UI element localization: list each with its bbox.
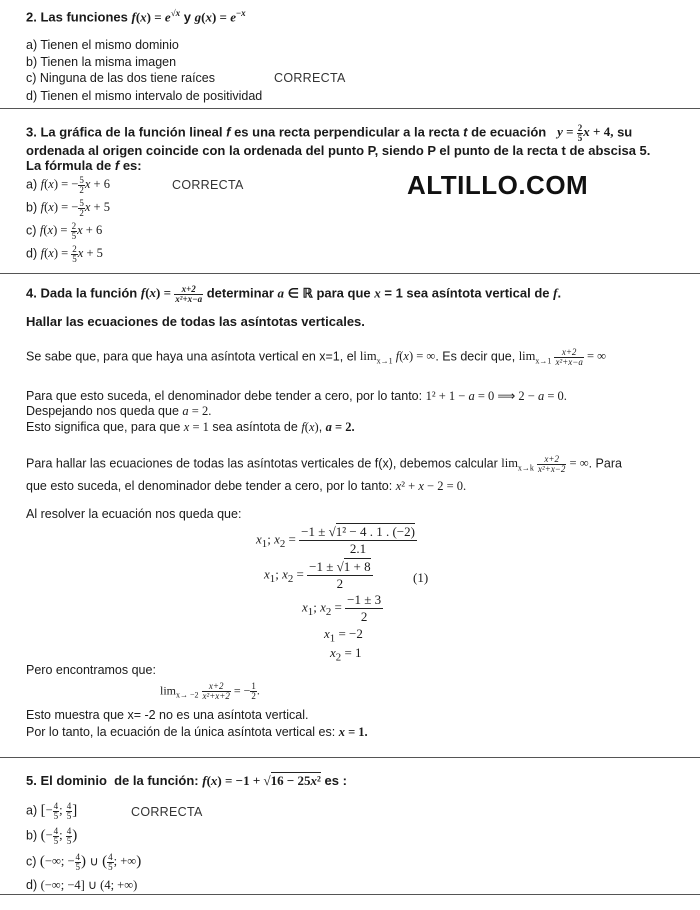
q2-option-a: a) Tienen el mismo dominio [26, 38, 179, 52]
q2-option-b: b) Tienen la misma imagen [26, 55, 177, 69]
q4-p5: Pero encontramos que: [26, 663, 156, 677]
divider [0, 108, 700, 109]
q4-p3b: que esto suceda, el denominador debe tender a cero, por lo tanto: x² + x − 2 = 0. [26, 479, 467, 493]
q5-option-b: b) (− $\frac{4}{5}$ ; $\frac{4}{5}$ ) [26, 826, 78, 846]
q3-option-b: b) f(x) = − $\frac{5}{2}$ x + 5 [26, 198, 110, 218]
q4-p3a: Para hallar las ecuaciones de todas las asíntotas verticales de f(x), debemos calcular $\lim_{x\to k}$ $\frac{x+2}{\text{x²+x−2}}$ = ∞. Para [26, 454, 622, 474]
q3-title-line1: 3. La gráfica de la función lineal f es una recta perpendicular a la recta t de ecuación y = $\frac{2}{5}$ x + 4, su [26, 123, 633, 143]
q5-title: 5. El dominio de la función: f(x) = −1 + √16 − 25x² es : [26, 773, 347, 788]
q4-subtitle: Hallar las ecuaciones de todas las asíntotas verticales. [26, 314, 365, 329]
divider [0, 757, 700, 758]
equation-label: (1) [413, 570, 429, 585]
q2-correct-label: CORRECTA [274, 71, 346, 85]
divider [0, 273, 700, 274]
q3-option-c: c) f(x) = $\frac{2}{5}$ x + 6 [26, 221, 103, 241]
q2-option-c: c) Ninguna de las dos tiene raíces [26, 71, 215, 85]
q4-p1: Se sabe que, para que haya una asíntota vertical en x=1, el $\lim_{x\to 1} f(x)$ = ∞. Es decir que, $\lim_{x\to 1}$ $\frac{x+2}{\text{x²+x−a}}$ = ∞ [26, 347, 607, 367]
q4-p2b: Despejando nos queda que a = 2. [26, 404, 212, 418]
q4-p4: Al resolver la ecuación nos queda que: [26, 507, 242, 521]
divider [0, 894, 700, 895]
q5-option-a: a) [− $\frac{4}{5}$ ; $\frac{4}{5}$ ] [26, 801, 78, 821]
q5-option-d: d) (−∞; −4] ∪ (4; +∞) [26, 878, 138, 892]
q3-option-a: a) f(x) = − $\frac{5}{2}$ x + 6 [26, 175, 110, 195]
equation-3: $x_1$; $x_2$ = $\frac{-1 \pm 3}{2}$ [302, 592, 382, 624]
equation-4: $x_1 = -2$ [324, 626, 363, 645]
q3-correct-label: CORRECTA [172, 178, 244, 192]
watermark: ALTILLO.COM [407, 170, 589, 200]
q3-title-line3: La fórmula de f es: [26, 158, 142, 173]
q4-p2c: Esto significa que, para que x = 1 sea asíntota de f(x), a = 2. [26, 420, 355, 434]
q5-option-c: c) (−∞; − $\frac{4}{5}$ ) ∪ ( $\frac{4}{5}$ ; +∞) [26, 852, 142, 872]
equation-5: $x_2 = 1$ [330, 645, 362, 664]
q2-title: 2. Las funciones $f(x) = e^{√x}$ y $g(x) = e^{-x}$ [26, 8, 246, 25]
q4-p6a: Esto muestra que x= -2 no es una asíntota vertical. [26, 708, 309, 722]
equation-1: $x_1$; $x_2$ = $\frac{\text{−1 ± √1² − 4 . 1 . (−2)}}{2.1}$ [256, 524, 415, 556]
equation-limit: $\lim_{x\to -2}$ $\frac{x+2}{\text{x²+x+2}}$ = − $\frac{1}{2}$ . [160, 681, 260, 701]
q3-title-line2: ordenada al origen coincide con la ordenada del punto P, siendo P el punto de la recta t de abscisa 5. [26, 143, 651, 158]
q3-option-d: d) f(x) = $\frac{2}{5}$ x + 5 [26, 244, 103, 264]
q5-correct-label: CORRECTA [131, 805, 203, 819]
q4-p6b: Por lo tanto, la ecuación de la única asíntota vertical es: x = 1. [26, 725, 368, 739]
q4-title: 4. Dada la función f(x) = $\frac{x+2}{\text{x²+x−a}}$ determinar a ∈ ℝ para que x = 1 sea asíntota vertical de f. [26, 284, 562, 304]
q4-p2a: Para que esto suceda, el denominador debe tender a cero, por lo tanto: 1² + 1 − a = 0 ⟹ 2 − a = 0. [26, 389, 567, 403]
q2-option-d: d) Tienen el mismo intervalo de positividad [26, 89, 263, 103]
equation-2: $x_1$; $x_2$ = $\frac{-1 \pm √1 + 8}{2}$ [264, 559, 371, 591]
